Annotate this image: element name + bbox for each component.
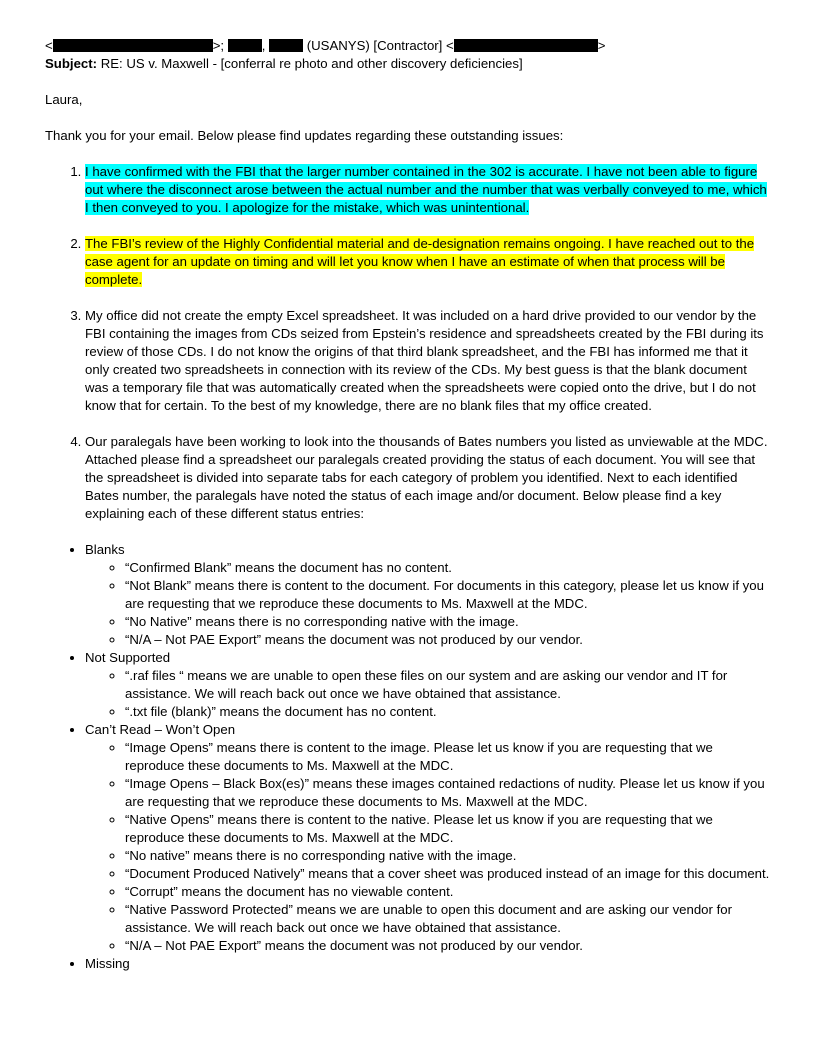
redaction-box <box>454 39 598 52</box>
key-entry: ◦ “Corrupt” means the document has no viewable content. <box>125 883 773 901</box>
key-category-label: Blanks <box>85 542 125 557</box>
recipient-comma: , <box>261 38 266 53</box>
recipient-separator: >; <box>212 38 225 53</box>
key-category-label: Missing <box>85 956 130 971</box>
key-entry: ◦ “Image Opens – Black Box(es)” means these images contained redactions of nudity. Please let us know if you are requesting that we reproduce these documents to Ms. Maxwell at the MDC. <box>125 775 773 811</box>
key-entry: ◦ “Native Password Protected” means we are unable to open this document and are asking our vendor for assistance. We will reach back out once we have obtained that assistance. <box>125 901 773 937</box>
issue-item <box>85 433 773 523</box>
intro-paragraph: Thank you for your email. Below please find updates regarding these outstanding issues: <box>45 128 564 143</box>
issue-item <box>85 235 773 289</box>
highlighted-text: I have confirmed with the FBI that the larger number contained in the 302 is accurate. I have not been able to figure out where the disconnect arose between the actual number and the number that was verbally conveyed to me, which I then conveyed to you. I apologize for the mistake, which was unintentional. <box>85 164 767 215</box>
key-category-label: Not Supported <box>85 650 171 665</box>
key-category <box>85 649 773 721</box>
key-entry: ◦ “No native” means there is no corresponding native with the image. <box>125 847 773 865</box>
recipient-org: (USANYS) [Contractor] < <box>303 38 454 53</box>
key-entry: ◦ “.txt file (blank)” means the document has no content. <box>125 703 773 721</box>
highlighted-text: The FBI’s review of the Highly Confidential material and de-designation remains ongoing. I have reached out to the case agent for an update on timing and will let you know when I have an estimate of when that process will be complete. <box>85 236 755 287</box>
key-entry: ◦ “.raf files “ means we are unable to open these files on our system and are asking our vendor and IT for assistance. We will reach back out once we have obtained that assistance. <box>125 667 773 703</box>
key-category <box>85 721 773 955</box>
issue-list <box>45 163 773 523</box>
recipient-line <box>45 37 773 55</box>
key-entry: ◦ “N/A – Not PAE Export” means the document was not produced by our vendor. <box>125 937 773 955</box>
key-entry: ◦ “No Native” means there is no corresponding native with the image. <box>125 613 773 631</box>
key-category <box>85 955 773 973</box>
key-category-label: Can’t Read – Won’t Open <box>85 722 236 737</box>
redaction-box <box>228 39 262 52</box>
issue-item <box>85 163 773 217</box>
subject-line <box>45 55 773 73</box>
salutation: Laura, <box>45 92 83 107</box>
redaction-box <box>53 39 213 52</box>
key-entry: ◦ “N/A – Not PAE Export” means the document was not produced by our vendor. <box>125 631 773 649</box>
key-entry: ◦ “Document Produced Natively” means that a cover sheet was produced instead of an image for this document. <box>125 865 773 883</box>
recipient-gt: > <box>597 38 606 53</box>
issue-text: My office did not create the empty Excel spreadsheet. It was included on a hard drive provided to our vendor by the FBI containing the images from CDs seized from Epstein’s residence and spreadsheets created by the FBI during its review of those CDs. I do not know the origins of that third blank spreadsheet, and the FBI has informed me that it only created two spreadsheets in connection with its review of the CDs. My best guess is that the blank document was a temporary file that was automatically created when the spreadsheets were copied onto the drive, but I do not know that for certain. To the best of my knowledge, there are no blank files that my office created. <box>85 308 764 413</box>
key-entry: ◦ “Native Opens” means there is content to the native. Please let us know if you are requesting that we reproduce these documents to Ms. Maxwell at the MDC. <box>125 811 773 847</box>
subject-text: RE: US v. Maxwell - [conferral re photo and other discovery deficiencies] <box>97 56 523 71</box>
key-entry: ◦ “Confirmed Blank” means the document has no content. <box>125 559 773 577</box>
issue-item <box>85 307 773 415</box>
status-key-list <box>45 541 773 973</box>
subject-label: Subject: <box>45 56 98 71</box>
key-entry: ◦ “Image Opens” means there is content to the image. Please let us know if you are requesting that we reproduce these documents to Ms. Maxwell at the MDC. <box>125 739 773 775</box>
key-category <box>85 541 773 649</box>
issue-text: Our paralegals have been working to look into the thousands of Bates numbers you listed as unviewable at the MDC. Attached please find a spreadsheet our paralegals created providing the status of each document. You will see that the spreadsheet is divided into separate tabs for each category of problem you identified. Next to each identified Bates number, the paralegals have noted the status of each image and/or document. Below please find a key explaining each of these different status entries: <box>85 434 768 521</box>
redaction-box <box>269 39 303 52</box>
recipient-lt: < <box>45 38 53 53</box>
email-document <box>45 37 773 973</box>
key-entry: ◦ “Not Blank” means there is content to the document. For documents in this category, please let us know if you are requesting that we reproduce these documents to Ms. Maxwell at the MDC. <box>125 577 773 613</box>
